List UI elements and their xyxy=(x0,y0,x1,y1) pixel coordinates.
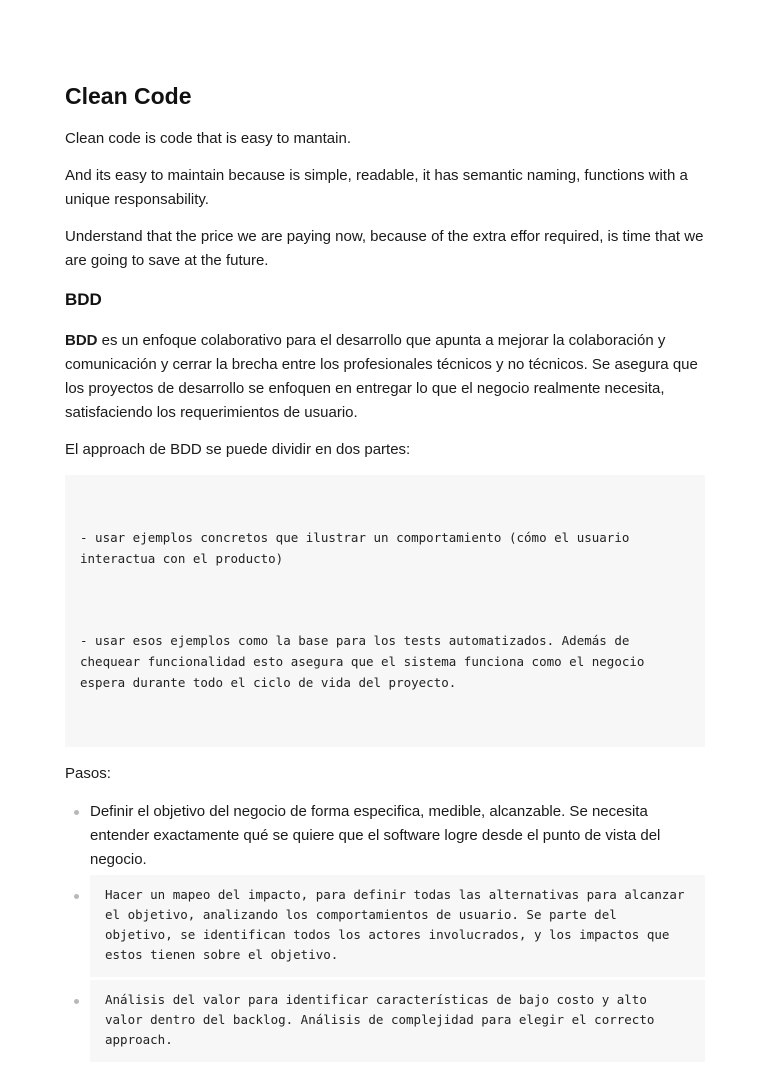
list-item xyxy=(65,980,705,1062)
document-page xyxy=(65,80,705,1065)
steps-list xyxy=(65,800,705,1062)
code-block-approach xyxy=(65,475,705,747)
step-code-block: Análisis del valor para identificar características de bajo costo y alto valor dentro del backlog. Análisis de complejidad para elegir el correcto approach. xyxy=(90,980,705,1062)
paragraph-definition: Clean code is code that is easy to mantain. xyxy=(65,130,351,147)
paragraph-maintain: And its easy to maintain because is simple, readable, it has semantic naming, functions with a unique responsability. xyxy=(65,167,688,208)
code-line: - usar esos ejemplos como la base para los tests automatizados. Además de chequear funcionalidad esto asegura que el sistema funciona como el negocio espera durante todo el ciclo de vida del proyecto. xyxy=(80,633,652,690)
paragraph-steps-label: Pasos: xyxy=(65,765,111,782)
bullet-icon xyxy=(74,999,79,1004)
list-item xyxy=(65,875,705,977)
bullet-icon xyxy=(74,810,79,815)
bdd-intro-bold: BDD xyxy=(65,332,98,349)
paragraph-price: Understand that the price we are paying now, because of the extra effor required, is time that we are going to save at the future. xyxy=(65,228,704,269)
paragraph-approach: El approach de BDD se puede dividir en dos partes: xyxy=(65,441,411,458)
bdd-intro-text: es un enfoque colaborativo para el desarrollo que apunta a mejorar la colaboración y comunicación y cerrar la brecha entre los profesionales técnicos y no técnicos. Se asegura que los proyectos de desarrollo se enfoquen en entregar lo que el negocio realmente necesita, satisfaciendo los requerimientos de usuario. xyxy=(65,332,698,421)
list-item xyxy=(65,800,705,872)
step-text: Definir el objetivo del negocio de forma especifica, medible, alcanzable. Se necesita entender exactamente qué se quiere que el software logre desde el punto de vista del negocio. xyxy=(90,803,661,868)
paragraph-bdd-intro xyxy=(65,329,705,425)
bullet-icon xyxy=(74,894,79,899)
section-heading-bdd: BDD xyxy=(65,290,102,309)
code-line: - usar ejemplos concretos que ilustrar un comportamiento (cómo el usuario interactua con el producto) xyxy=(80,530,637,566)
step-code-block: Hacer un mapeo del impacto, para definir todas las alternativas para alcanzar el objetivo, analizando los comportamientos de usuario. Se parte del objetivo, se identifican todos los actores involucrados, y los impactos que estos tienen sobre el objetivo. xyxy=(90,875,705,977)
page-title: Clean Code xyxy=(65,83,192,109)
